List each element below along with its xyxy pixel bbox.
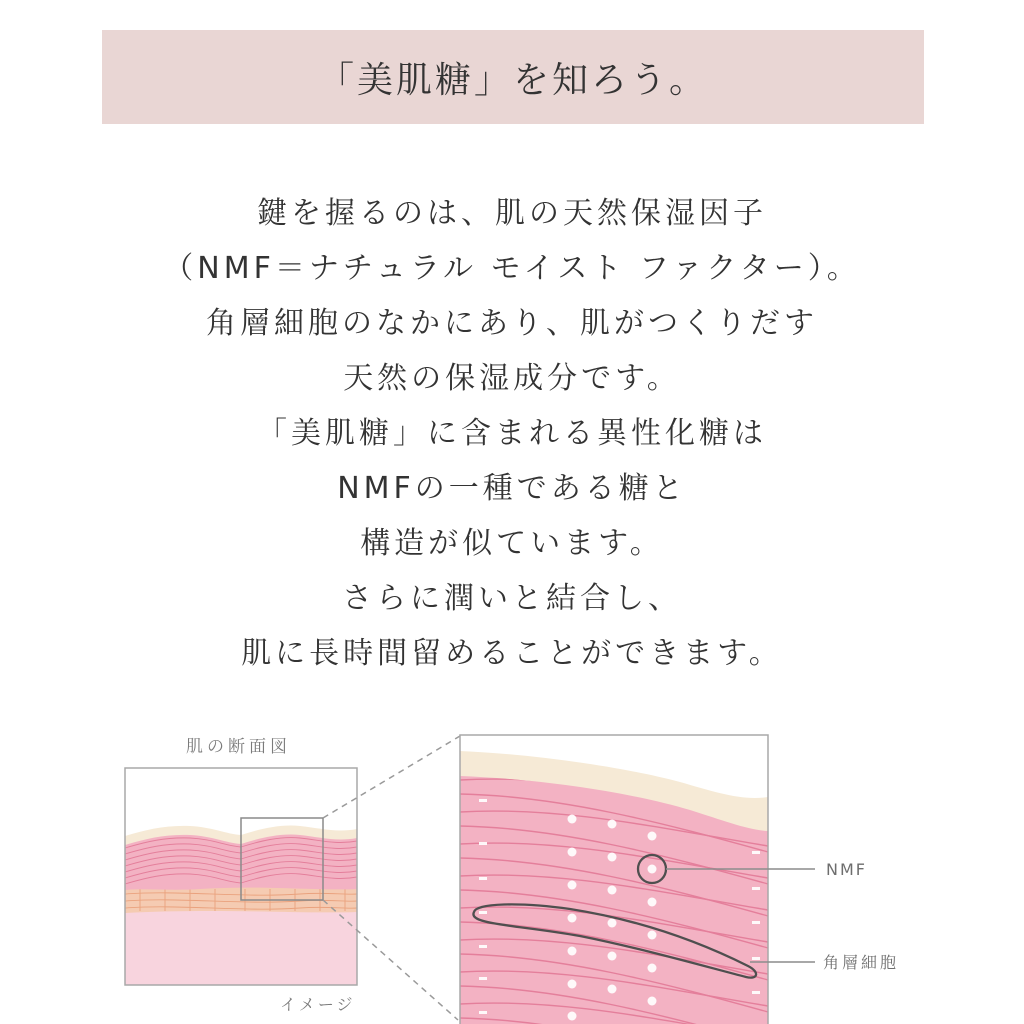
nmf-particle: [568, 881, 577, 890]
explanation-line: 「美肌糖」に含まれる異性化糖は: [257, 416, 767, 451]
explanation-line: 角層細胞のなかにあり、肌がつくりだす: [206, 306, 818, 341]
nmf-particle: [568, 947, 577, 956]
nmf-particle: [648, 964, 657, 973]
cell-edge-mark: [752, 887, 760, 890]
nmf-particle: [568, 914, 577, 923]
cell-edge-mark: [479, 842, 487, 845]
nmf-particle: [648, 931, 657, 940]
cell-edge-mark: [479, 945, 487, 948]
cell-edge-mark: [479, 911, 487, 914]
cell-edge-mark: [479, 977, 487, 980]
cell-edge-mark: [479, 799, 487, 802]
nmf-particle: [648, 997, 657, 1006]
nmf-particle: [608, 919, 617, 928]
explanation-text: [0, 186, 1024, 681]
nmf-particle: [648, 832, 657, 841]
nmf-particle: [608, 952, 617, 961]
nmf-particle: [568, 815, 577, 824]
cell-edge-mark: [752, 921, 760, 924]
explanation-line: 鍵を握るのは、肌の天然保湿因子: [257, 196, 767, 231]
nmf-particle: [608, 985, 617, 994]
cell-edge-mark: [479, 877, 487, 880]
cell-edge-mark: [752, 957, 760, 960]
overview-caption: イメージ: [280, 995, 356, 1014]
nmf-particle: [648, 898, 657, 907]
nmf-particle: [568, 1012, 577, 1021]
title-banner: [102, 30, 924, 124]
cell-edge-mark: [752, 851, 760, 854]
explanation-line: 構造が似ています。: [360, 526, 664, 561]
explanation-line: （NMF＝ナチュラル モイスト ファクター）。: [163, 251, 861, 286]
nmf-particle: [608, 820, 617, 829]
nmf-particle: [568, 980, 577, 989]
nmf-particle: [648, 865, 657, 874]
explanation-line: 天然の保湿成分です。: [343, 361, 681, 396]
cell-edge-mark: [752, 991, 760, 994]
explanation-line: 肌に長時間留めることができます。: [241, 636, 783, 671]
overview-title: 肌の断面図: [186, 737, 291, 757]
explanation-line: さらに潤いと結合し、: [342, 581, 682, 616]
nmf-particle: [608, 886, 617, 895]
nmf-particle: [568, 848, 577, 857]
nmf-particle: [608, 853, 617, 862]
nmf-label: NMF: [826, 860, 867, 879]
page-title: 「美肌糖」を知ろう。: [317, 59, 708, 101]
corneocyte-label: 角層細胞: [823, 953, 900, 972]
skin-cross-section-diagram: [0, 700, 1024, 1024]
cell-edge-mark: [479, 1011, 487, 1014]
explanation-line: NMFの一種である糖と: [337, 471, 687, 506]
